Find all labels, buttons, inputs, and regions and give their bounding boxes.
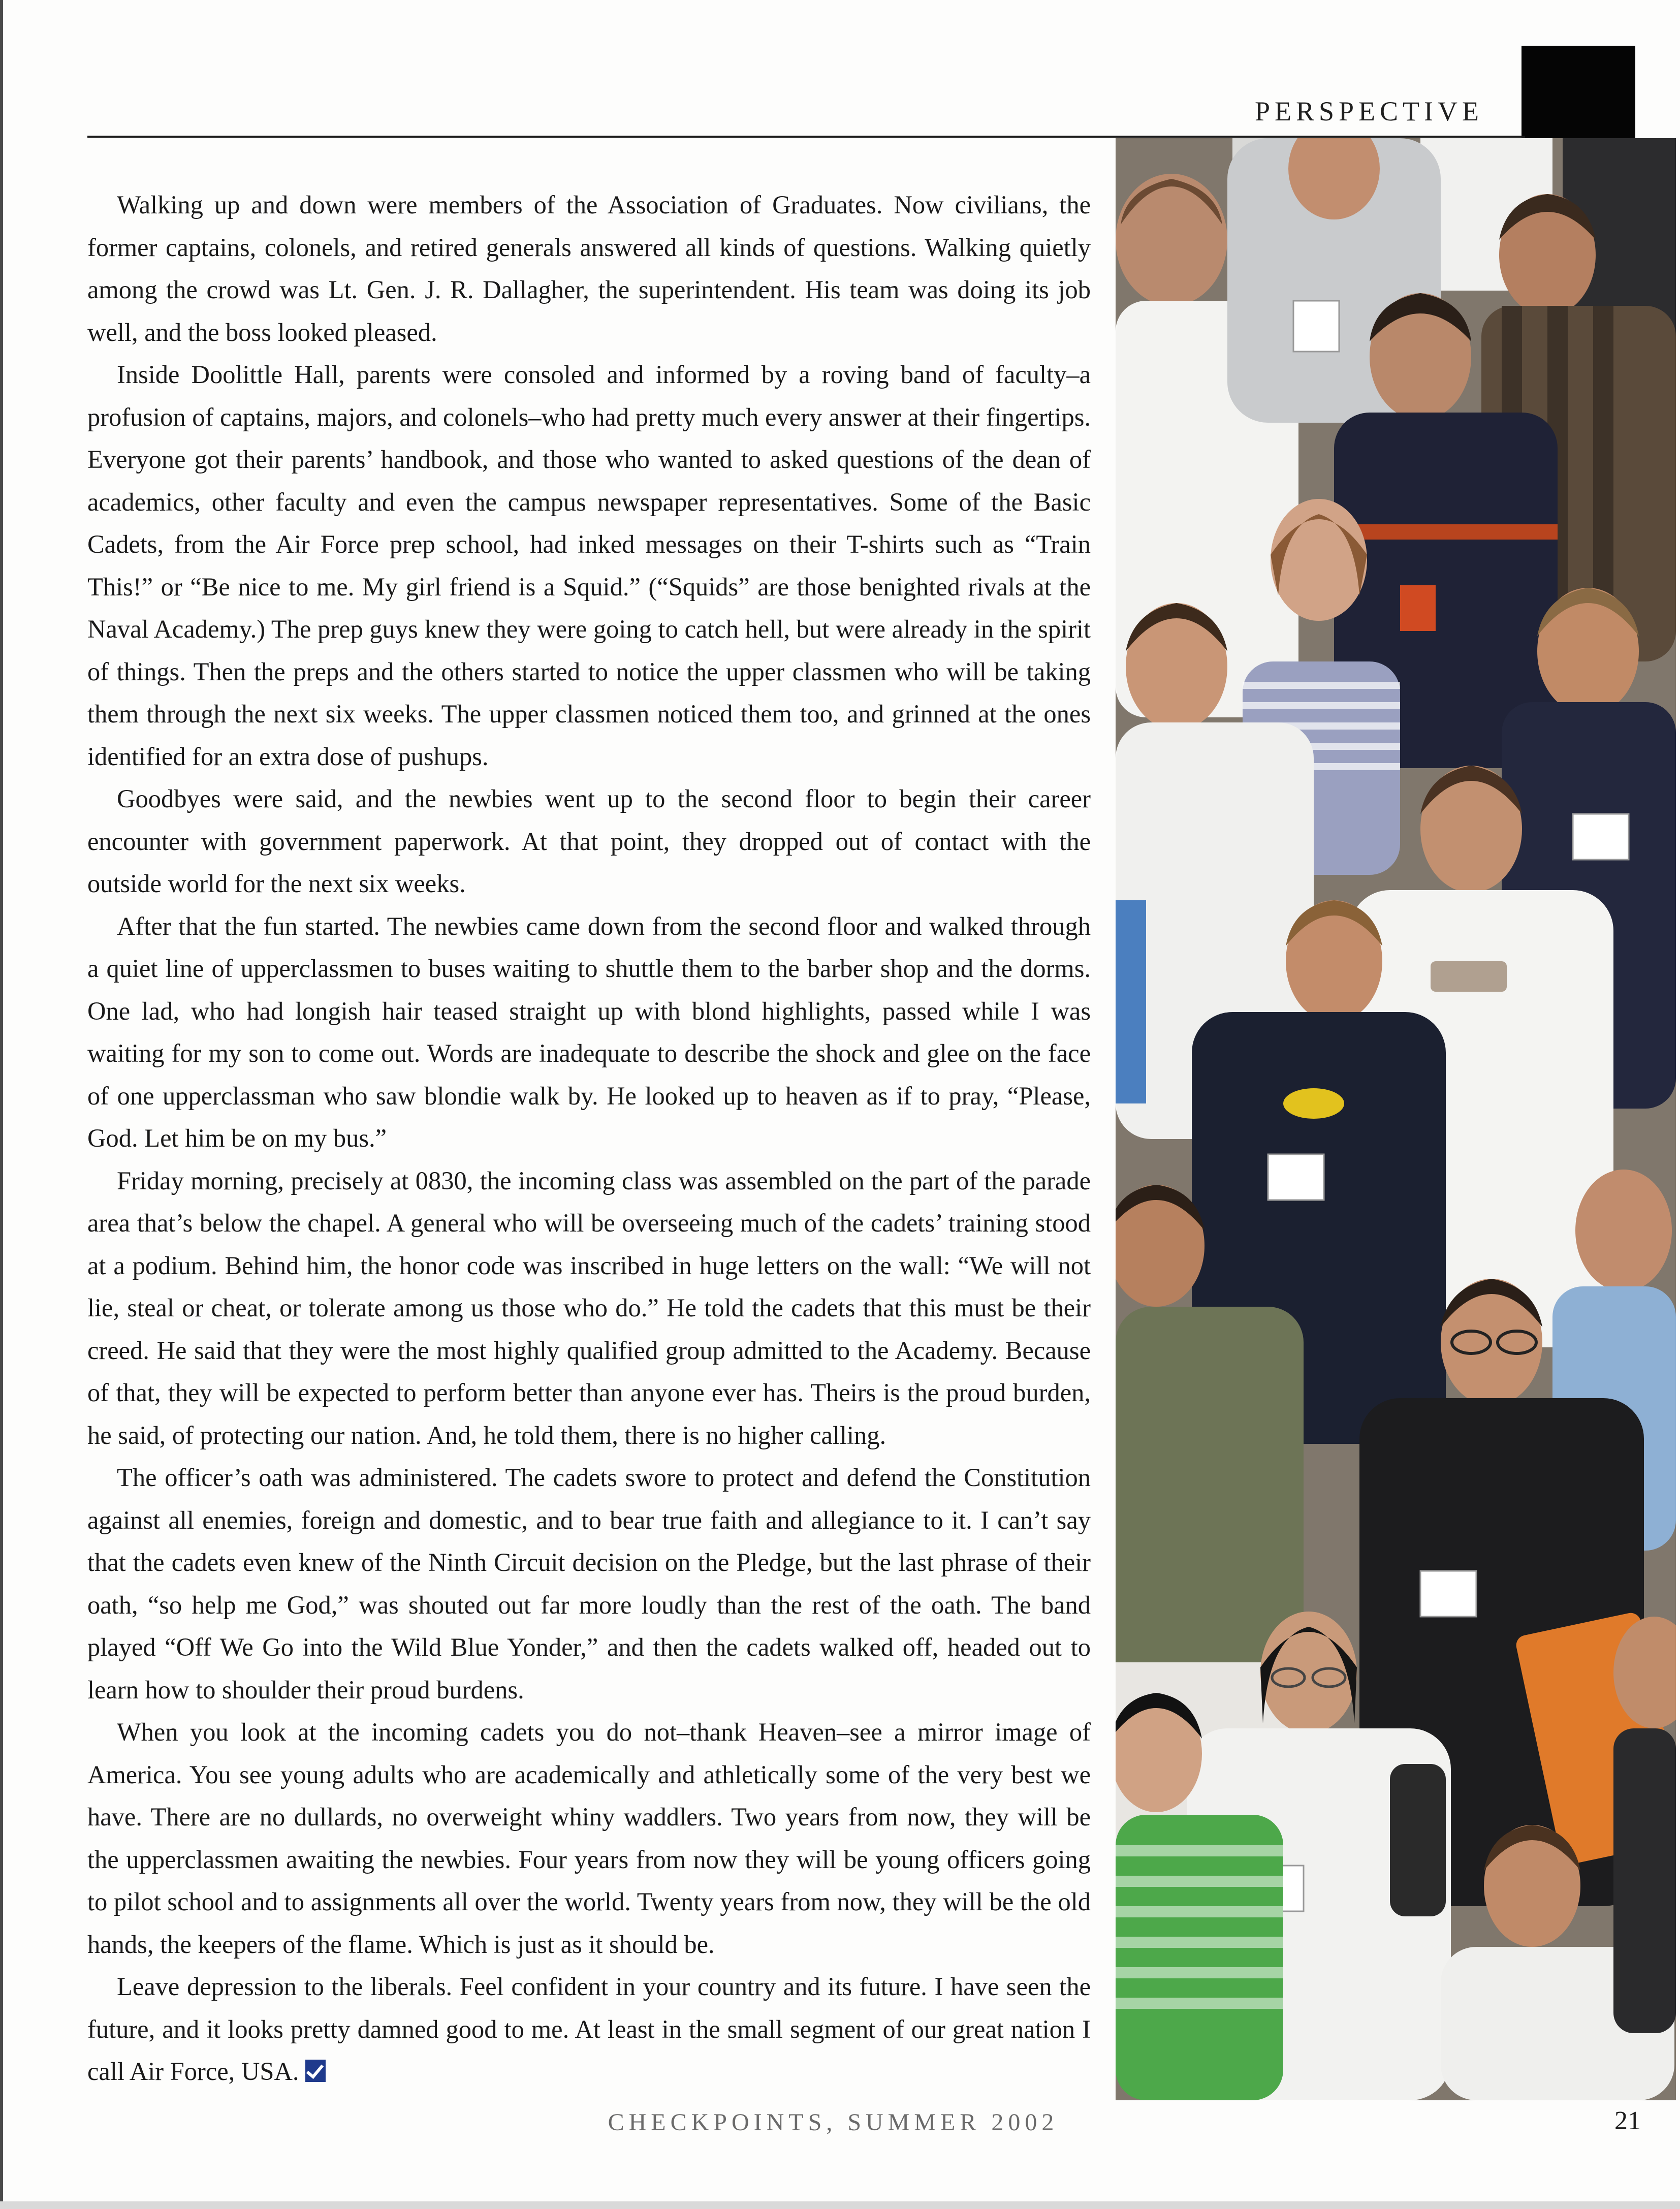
article-paragraph-6: The officer’s oath was administered. The cadets swore to protect and defend the Constitution against all enemies, foreign and domestic, and to bear true faith and allegiance to it. I can’t say that the cadets even knew of the Ninth Circuit decision on the Pledge, but the last phrase of their oath, “so help me God,” was shouted out far more loudly than the rest of the oath. The band played “Off We Go into the Wild Blue Yonder,” and then the cadets walked off, headed out to learn how to shoulder their proud burdens.	[87, 1463, 1091, 1704]
article-paragraph-5: Friday morning, precisely at 0830, the incoming class was assembled on the part of the parade area that’s below the chapel. A general who will be overseeing much of the cadets’ training stood at a podium. Behind him, the honor code was inscribed in huge letters on the wall: “We will not lie, steal or cheat, or tolerate among us those who do.” He told the cadets that this must be their creed. He said that they were the most highly qualified group admitted to the Academy. Because of that, they will be expected to perform better than anyone ever has. Theirs is the proud burden, he said, of protecting our nation. And, he told them, there is no higher calling.	[87, 1166, 1091, 1449]
page-number: 21	[1614, 2106, 1641, 2135]
footer-publication: CHECKPOINTS, SUMMER 2002	[608, 2109, 1059, 2136]
article-paragraph-8	[87, 1966, 1091, 2093]
article-paragraph-3: Goodbyes were said, and the newbies went up to the second floor to begin their career encounter with government paperwork. At that point, they dropped out of contact with the outside world for the next six weeks.	[87, 784, 1091, 898]
crowd-photo-illustration	[1116, 138, 1676, 2100]
article-paragraph-7: When you look at the incoming cadets you do not–thank Heaven–see a mirror image of America. You see young adults who are academically and athletically some of the very best we have. There are no dullards, no overweight whiny waddlers. Two years from now, they will be the upperclassmen awaiting the newbies. Four years from now they will be young officers going to pilot school and to assignments all over the world. Twenty years from now, they will be the old hands, the keepers of the flame. Which is just as it should be.	[87, 1718, 1091, 1959]
page-edge	[0, 0, 3, 2209]
header-rule	[87, 136, 1525, 138]
article-paragraph-8-text: Leave depression to the liberals. Feel confident in your country and its future. I have seen the future, and it looks pretty damned good to me. At least in the small segment of our great nation I call Air Force, USA.	[87, 1972, 1091, 2086]
article-body	[87, 184, 1091, 2099]
article-paragraph-4: After that the fun started. The newbies came down from the second floor and walked through a quiet line of upperclassmen to buses waiting to shuttle them to the barber shop and the dorms. One lad, who had longish hair teased straight up with blond highlights, passed while I was waiting for my son to come out. Words are inadequate to describe the shock and glee on the face of one upperclassman who saw blondie walk by. He looked up to heaven as if to pray, “Please, God. Let him be on my bus.”	[87, 911, 1091, 1152]
section-label: PERSPECTIVE	[1254, 96, 1483, 127]
article-paragraph-1: Walking up and down were members of the Association of Graduates. Now civilians, the former captains, colonels, and retired generals answered all kinds of questions. Walking quietly among the crowd was Lt. Gen. J. R. Dallagher, the superintendent. His team was doing its job well, and the boss looked pleased.	[87, 191, 1091, 346]
crowd-photo	[1116, 138, 1676, 2100]
article-paragraph-2: Inside Doolittle Hall, parents were consoled and informed by a roving band of faculty–a profusion of captains, majors, and colonels–who had pretty much every answer at their fingertips. Everyone got their parents’ handbook, and those who wanted to asked questions of the dean of academics, other faculty and even the campus newspaper representatives. Some of the Basic Cadets, from the Air Force prep school, had inked messages on their T-shirts such as “Train This!” or “Be nice to me. My girl friend is a Squid.” (“Squids” are those benighted rivals at the Naval Academy.) The prep guys knew they were going to catch hell, but were already in the spirit of things. Then the preps and the others started to notice the upper classmen who will be taking them through the next six weeks. The upper classmen noticed them too, and grinned at the ones identified for an extra dose of pushups.	[87, 360, 1091, 771]
checkbox-check-icon	[305, 2060, 326, 2082]
page-bottom-edge	[0, 2201, 1680, 2209]
